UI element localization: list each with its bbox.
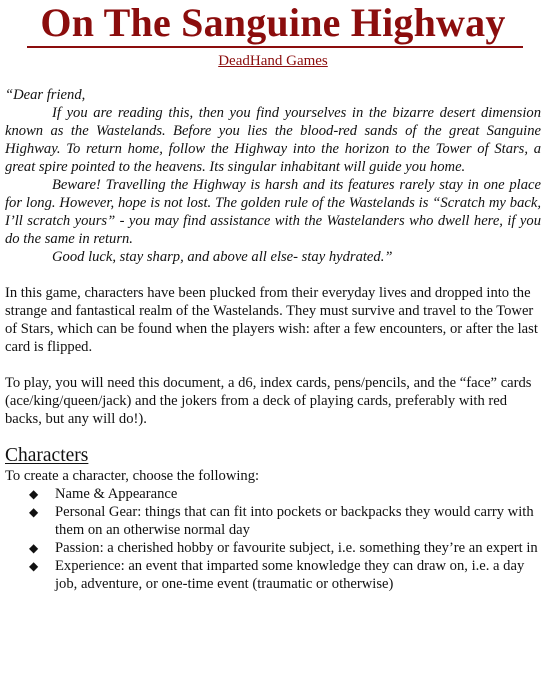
- title-underline: [27, 46, 523, 48]
- list-item-text: Name & Appearance: [55, 486, 178, 502]
- letter-signoff: Good luck, stay sharp, and above all else- stay hydrated.”: [52, 249, 393, 265]
- characters-intro: To create a character, choose the following:: [5, 468, 260, 484]
- list-item: [29, 503, 541, 539]
- publisher-line: [5, 52, 541, 70]
- diamond-bullet-icon: ◆: [29, 541, 39, 555]
- letter-paragraph: Beware! Travelling the Highway is harsh and its features rarely stay in one place for long. However, hope is not lost. The golden rule of the Wastelands is “Scratch my back, I’ll scratch yours” - you may find assistance with the Wastelanders who dwell here, if you do the same in return.: [5, 177, 541, 247]
- letter-salutation: “Dear friend,: [5, 87, 86, 103]
- list-item-text: Personal Gear: things that can fit into pockets or backpacks they would carry with them on an otherwise normal day: [55, 504, 534, 538]
- list-item: [29, 539, 541, 557]
- list-item: [29, 557, 541, 593]
- materials-paragraph: To play, you will need this document, a d6, index cards, pens/pencils, and the “face” cards (ace/king/queen/jack) and the jokers from a deck of playing cards, preferably with red backs, but any will do!).: [5, 375, 532, 427]
- diamond-bullet-icon: ◆: [29, 559, 39, 573]
- character-options-list: [5, 485, 541, 593]
- list-item-text: Experience: an event that imparted some knowledge they can draw on, i.e. a day job, adventure, or one-time event (traumatic or otherwise): [55, 558, 525, 592]
- diamond-bullet-icon: ◆: [29, 505, 39, 519]
- intro-letter: [5, 86, 541, 266]
- diamond-bullet-icon: ◆: [29, 487, 39, 501]
- list-item-text: Passion: a cherished hobby or favourite subject, i.e. something they’re an expert in: [55, 540, 538, 556]
- publisher-link[interactable]: DeadHand Games: [218, 53, 328, 69]
- letter-paragraph: If you are reading this, then you find yourselves in the bizarre desert dimension known as the Wastelands. Before you lies the blood-red sands of the great Sanguine Highway. To return home, follow the Highway into the horizon to the Tower of Stars, a great spire pointed to the heavens. Its singular inhabitant will guide you home.: [5, 105, 541, 175]
- list-item: [29, 485, 541, 503]
- game-intro-paragraph: In this game, characters have been plucked from their everyday lives and dropped into the strange and fantastical realm of the Wastelands. They must survive and travel to the Tower of Stars, which can be found when the players wish: after a few encounters, or after the last card is flipped.: [5, 285, 538, 355]
- characters-heading: Characters: [5, 445, 89, 466]
- page-title: On The Sanguine Highway: [40, 0, 506, 45]
